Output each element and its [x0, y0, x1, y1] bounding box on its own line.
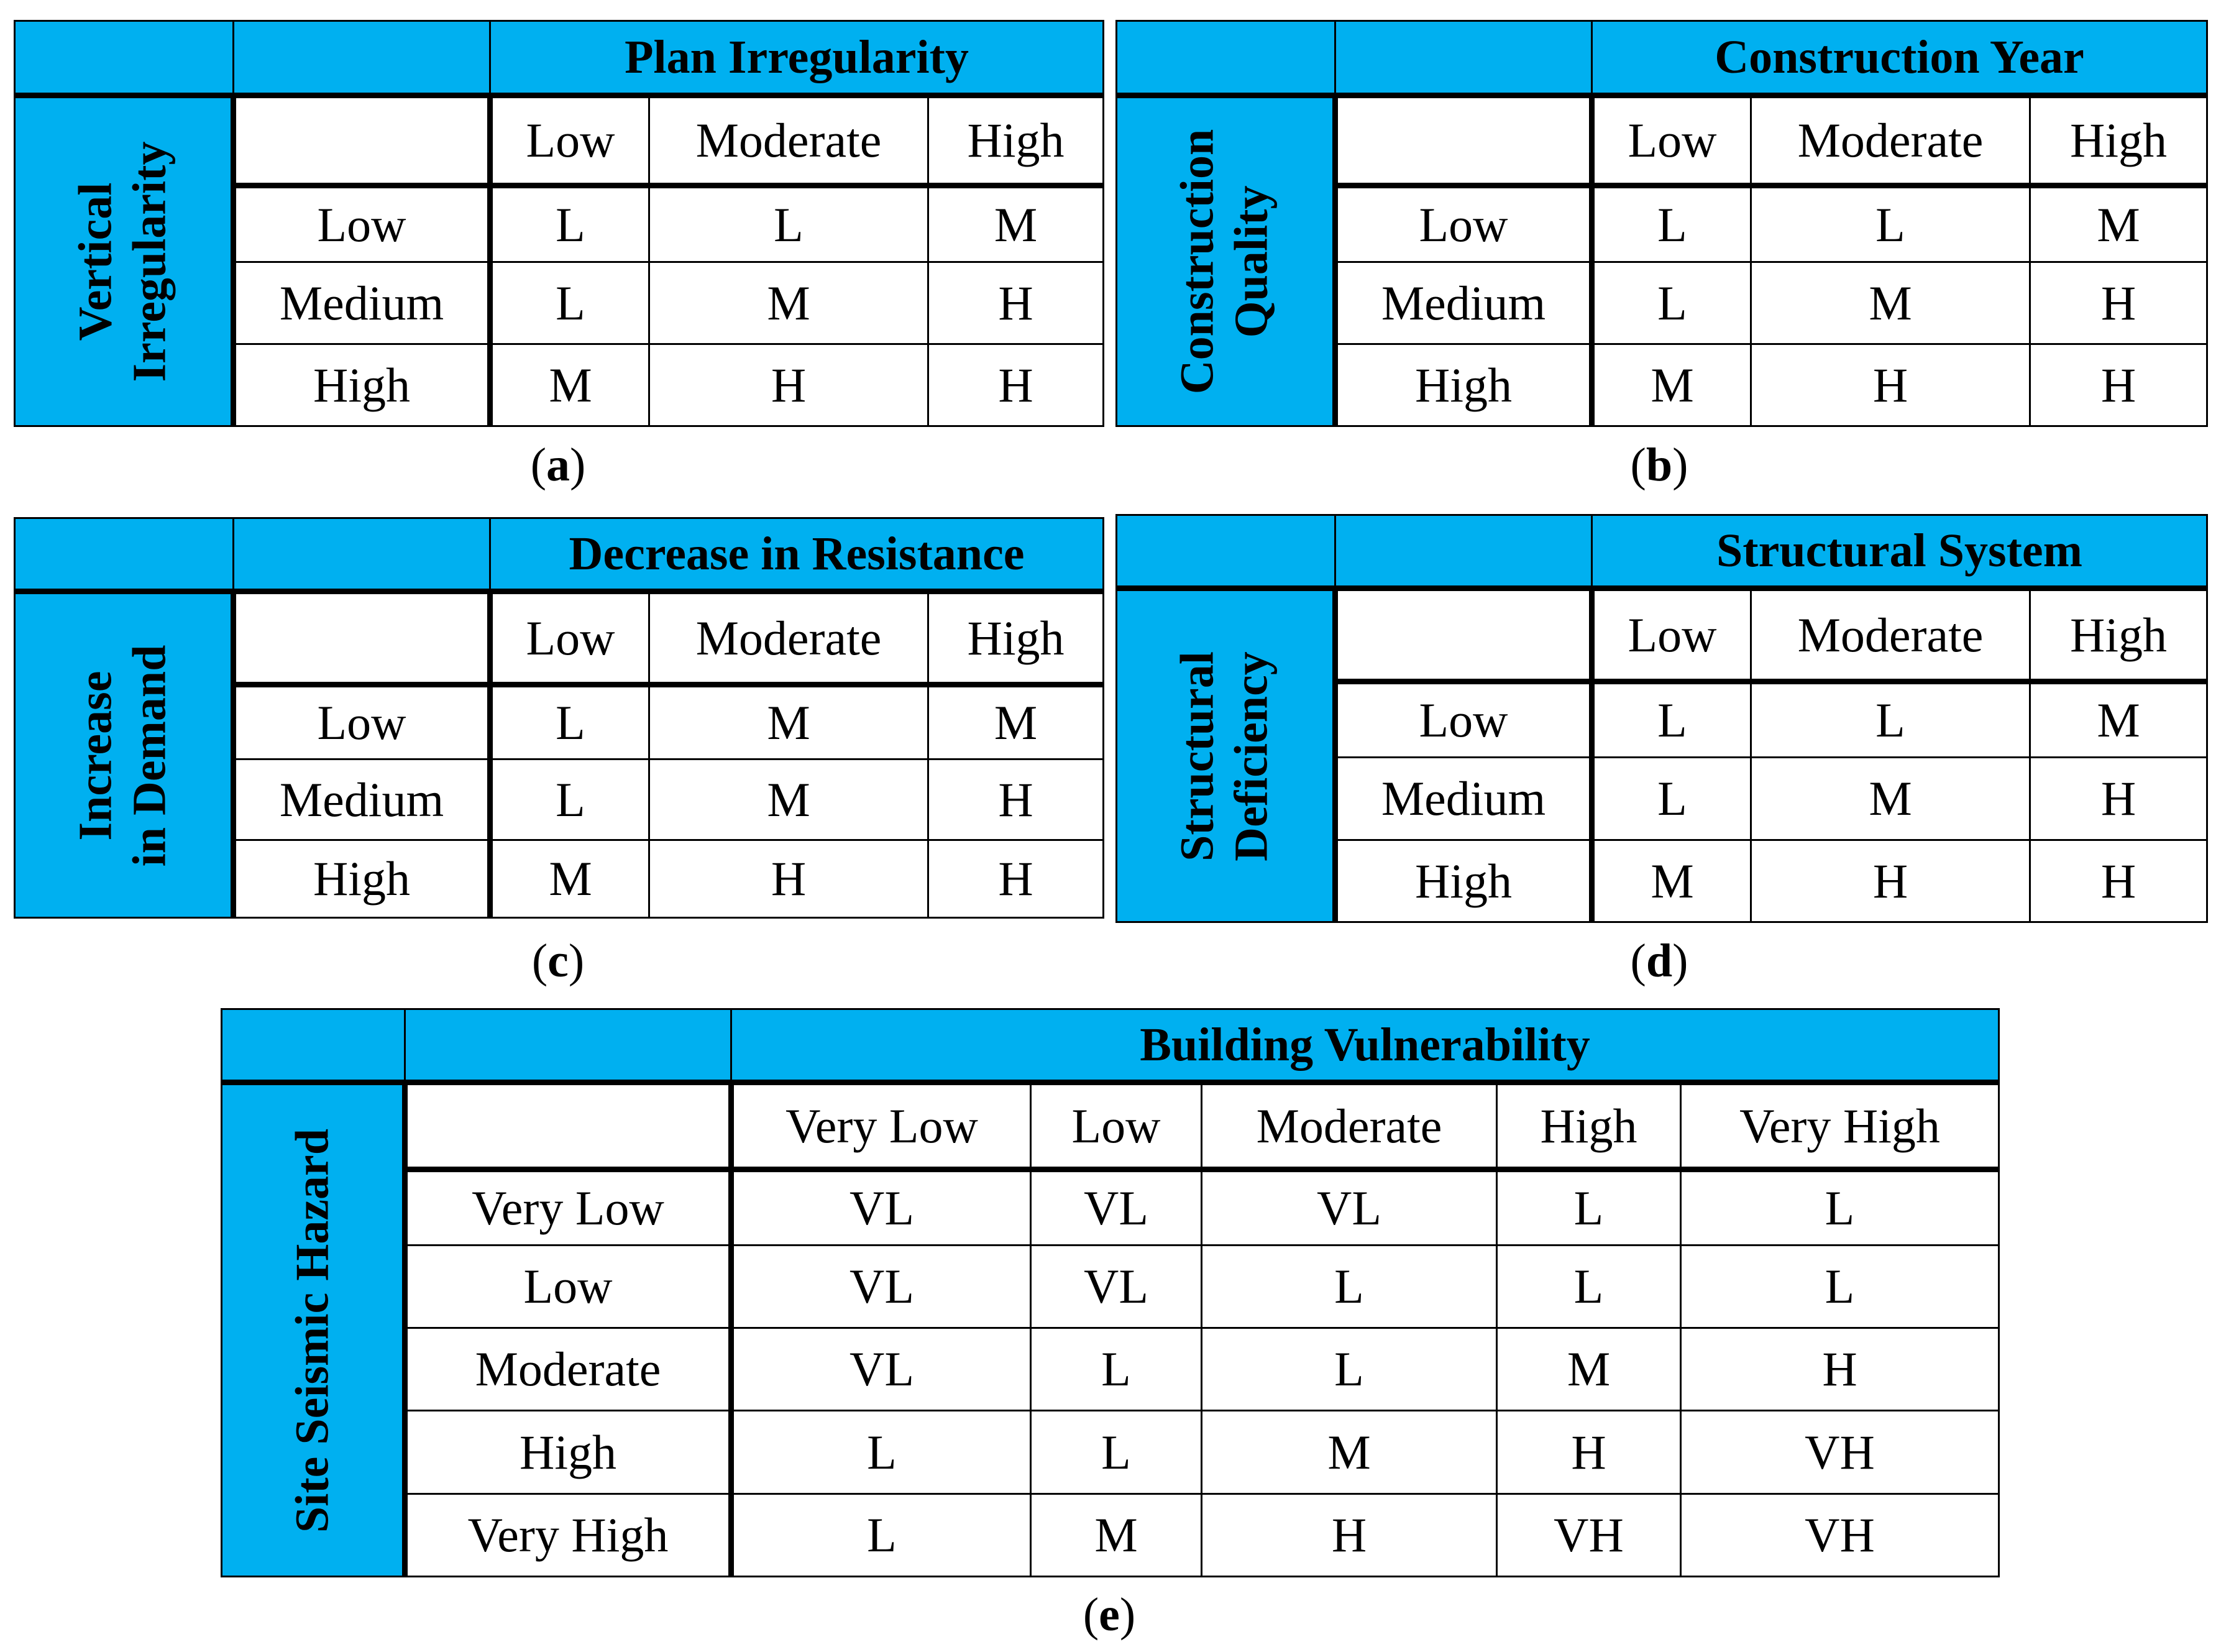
column-level: Low: [1592, 96, 1751, 186]
matrix-cell: L: [490, 186, 649, 262]
column-level: High: [928, 592, 1104, 685]
matrix-cell: M: [2030, 682, 2207, 758]
column-title: Structural System: [1592, 515, 2207, 589]
row-level: High: [234, 840, 490, 918]
matrix-cell: H: [928, 759, 1104, 840]
matrix-cell: L: [1497, 1170, 1681, 1246]
row-level: High: [1335, 840, 1592, 922]
column-level: High: [1497, 1083, 1681, 1170]
matrix-cell: M: [1497, 1328, 1681, 1411]
row-title: [1117, 589, 1335, 922]
matrix-cell: H: [2030, 344, 2207, 426]
matrix-cell: H: [928, 344, 1104, 426]
matrix-e: [221, 1008, 2000, 1577]
matrix-cell: H: [649, 840, 928, 918]
row-title-text: Increase in Demand: [69, 645, 176, 866]
matrix-cell: M: [490, 344, 649, 426]
matrix-cell: M: [649, 262, 928, 344]
row-title-text: Site Seismic Hazard: [285, 1128, 338, 1533]
row-level: High: [1335, 344, 1592, 426]
matrix-cell: VL: [1202, 1170, 1497, 1246]
matrix-cell: VL: [1031, 1170, 1202, 1246]
row-level: Medium: [1335, 758, 1592, 840]
column-level: Low: [490, 592, 649, 685]
matrix-cell: L: [1497, 1246, 1681, 1328]
matrix-cell: M: [1202, 1411, 1497, 1494]
column-title: Decrease in Resistance: [490, 518, 1104, 592]
column-level: Very Low: [731, 1083, 1031, 1170]
matrix-cell: M: [1592, 840, 1751, 922]
row-level: Low: [234, 685, 490, 759]
corner-blank: [234, 21, 490, 96]
column-title: Construction Year: [1592, 21, 2207, 96]
corner-blank: [1117, 21, 1335, 96]
row-level: High: [234, 344, 490, 426]
column-level: Moderate: [1202, 1083, 1497, 1170]
matrix-d: [1115, 514, 2208, 923]
header-blank: [1335, 589, 1592, 682]
matrix-cell: L: [490, 685, 649, 759]
caption-e: (e): [1083, 1589, 1136, 1641]
matrix-cell: H: [928, 840, 1104, 918]
column-level: Low: [1031, 1083, 1202, 1170]
matrix-cell: L: [490, 262, 649, 344]
matrix-cell: VL: [731, 1170, 1031, 1246]
matrix-cell: L: [649, 186, 928, 262]
matrix-cell: L: [1681, 1246, 1999, 1328]
corner-blank: [234, 518, 490, 592]
matrix-cell: M: [1031, 1494, 1202, 1577]
header-blank: [234, 96, 490, 186]
column-level: Very High: [1681, 1083, 1999, 1170]
corner-blank: [405, 1009, 731, 1083]
matrix-cell: VH: [1681, 1411, 1999, 1494]
row-level: Low: [1335, 186, 1592, 262]
matrix-cell: H: [1681, 1328, 1999, 1411]
matrix-cell: L: [731, 1494, 1031, 1577]
matrix-cell: H: [649, 344, 928, 426]
column-level: Low: [1592, 589, 1751, 682]
matrix-cell: H: [1497, 1411, 1681, 1494]
caption-b: (b): [1630, 439, 1688, 491]
header-blank: [234, 592, 490, 685]
matrix-cell: L: [1592, 186, 1751, 262]
matrix-cell: M: [490, 840, 649, 918]
matrix-cell: L: [1202, 1246, 1497, 1328]
row-level: Low: [405, 1246, 731, 1328]
corner-blank: [1117, 515, 1335, 589]
matrix-cell: VH: [1681, 1494, 1999, 1577]
corner-blank: [15, 518, 234, 592]
caption-c: (c): [531, 935, 585, 987]
matrix-cell: H: [1751, 344, 2030, 426]
header-blank: [405, 1083, 731, 1170]
row-level: Very Low: [405, 1170, 731, 1246]
row-level: Very High: [405, 1494, 731, 1577]
column-level: Moderate: [649, 592, 928, 685]
column-title: Plan Irregularity: [490, 21, 1104, 96]
matrix-cell: VL: [731, 1328, 1031, 1411]
matrix-cell: L: [1592, 758, 1751, 840]
matrix-cell: L: [1592, 262, 1751, 344]
row-title: [15, 592, 234, 918]
matrix-cell: M: [649, 759, 928, 840]
row-level: Moderate: [405, 1328, 731, 1411]
matrix-cell: M: [928, 186, 1104, 262]
row-level: Medium: [234, 759, 490, 840]
matrix-cell: L: [1592, 682, 1751, 758]
matrix-cell: M: [2030, 186, 2207, 262]
matrix-cell: H: [1751, 840, 2030, 922]
matrix-c: [14, 517, 1104, 919]
caption-d: (d): [1630, 935, 1688, 987]
matrix-cell: L: [1681, 1170, 1999, 1246]
corner-blank: [1335, 515, 1592, 589]
matrix-cell: L: [1031, 1411, 1202, 1494]
column-title: Building Vulnerability: [731, 1009, 1999, 1083]
column-level: High: [2030, 589, 2207, 682]
matrix-cell: VL: [731, 1246, 1031, 1328]
matrix-cell: L: [1202, 1328, 1497, 1411]
row-title: [1117, 96, 1335, 426]
matrix-a: [14, 20, 1104, 427]
matrix-cell: L: [1751, 682, 2030, 758]
matrix-b: [1115, 20, 2208, 427]
column-level: Moderate: [1751, 96, 2030, 186]
matrix-cell: L: [1031, 1328, 1202, 1411]
row-level: Medium: [1335, 262, 1592, 344]
row-title: [15, 96, 234, 426]
corner-blank: [222, 1009, 405, 1083]
matrix-cell: M: [649, 685, 928, 759]
row-title-text: Structural Deficiency: [1171, 651, 1278, 861]
row-level: Medium: [234, 262, 490, 344]
matrix-cell: H: [928, 262, 1104, 344]
column-level: Moderate: [649, 96, 928, 186]
row-title: [222, 1083, 405, 1577]
matrix-cell: H: [1202, 1494, 1497, 1577]
corner-blank: [15, 21, 234, 96]
matrix-cell: L: [490, 759, 649, 840]
matrix-cell: M: [1592, 344, 1751, 426]
matrix-cell: M: [1751, 758, 2030, 840]
matrix-cell: M: [1751, 262, 2030, 344]
corner-blank: [1335, 21, 1592, 96]
row-level: Low: [1335, 682, 1592, 758]
matrix-cell: L: [731, 1411, 1031, 1494]
row-level: Low: [234, 186, 490, 262]
row-title-text: Vertical Irregularity: [69, 141, 176, 382]
row-level: High: [405, 1411, 731, 1494]
matrix-cell: M: [928, 685, 1104, 759]
column-level: High: [2030, 96, 2207, 186]
matrix-cell: H: [2030, 758, 2207, 840]
caption-a: (a): [530, 439, 586, 491]
matrix-cell: H: [2030, 262, 2207, 344]
matrix-cell: H: [2030, 840, 2207, 922]
column-level: Low: [490, 96, 649, 186]
matrix-cell: VL: [1031, 1246, 1202, 1328]
column-level: High: [928, 96, 1104, 186]
header-blank: [1335, 96, 1592, 186]
row-title-text: Construction Quality: [1171, 129, 1278, 395]
matrix-cell: VH: [1497, 1494, 1681, 1577]
matrix-cell: L: [1751, 186, 2030, 262]
column-level: Moderate: [1751, 589, 2030, 682]
